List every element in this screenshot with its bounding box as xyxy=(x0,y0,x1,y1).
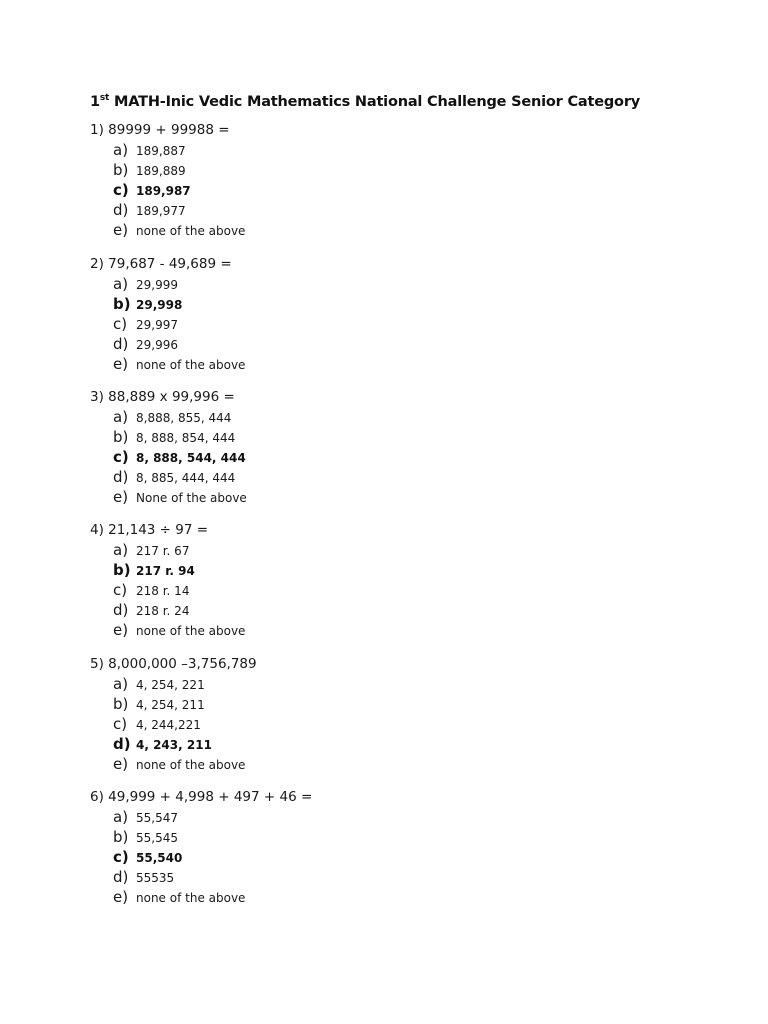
answer-options xyxy=(90,540,690,640)
option-c-correct xyxy=(90,847,690,867)
option-c xyxy=(90,580,690,600)
question-text: 2) 79,687 - 49,689 = xyxy=(90,256,232,272)
option-a xyxy=(90,540,690,560)
document-title xyxy=(90,94,640,110)
question-4 xyxy=(90,520,690,640)
question-text: 4) 21,143 ÷ 97 = xyxy=(90,522,209,538)
option-letter: b) xyxy=(113,428,129,446)
option-value: 8, 888, 544, 444 xyxy=(136,451,246,465)
option-letter: a) xyxy=(113,141,129,159)
option-letter: e) xyxy=(113,221,129,239)
title-prefix: 1 xyxy=(90,94,100,110)
option-d xyxy=(90,467,690,487)
option-d xyxy=(90,334,690,354)
option-letter: a) xyxy=(113,408,129,426)
option-letter: d) xyxy=(113,335,129,353)
option-value: 55535 xyxy=(136,871,175,885)
option-letter: b) xyxy=(113,695,129,713)
option-letter: e) xyxy=(113,755,129,773)
option-e xyxy=(90,220,690,240)
option-c-correct xyxy=(90,447,690,467)
option-value: 29,999 xyxy=(136,278,178,292)
option-value: 4, 243, 211 xyxy=(136,738,212,752)
title-superscript: st xyxy=(99,93,110,103)
option-e xyxy=(90,487,690,507)
option-value: none of the above xyxy=(136,358,246,372)
option-value: 55,540 xyxy=(136,851,183,865)
question-1 xyxy=(90,120,690,240)
option-value: 189,977 xyxy=(136,204,186,218)
option-letter: c) xyxy=(113,181,129,199)
option-value: 189,887 xyxy=(136,144,186,158)
option-d xyxy=(90,600,690,620)
option-a xyxy=(90,140,690,160)
question-2 xyxy=(90,254,690,374)
option-value: 189,889 xyxy=(136,164,186,178)
option-letter: c) xyxy=(113,315,128,333)
option-letter: b) xyxy=(113,828,129,846)
option-value: none of the above xyxy=(136,758,246,772)
option-letter: c) xyxy=(113,848,129,866)
option-value: 218 r. 14 xyxy=(136,584,190,598)
option-letter: d) xyxy=(113,201,129,219)
option-value: 4, 244,221 xyxy=(136,718,201,732)
answer-options xyxy=(90,674,690,774)
option-letter: e) xyxy=(113,621,129,639)
option-letter: a) xyxy=(113,675,129,693)
option-value: None of the above xyxy=(136,491,247,505)
option-letter: d) xyxy=(113,601,129,619)
question-3 xyxy=(90,387,690,507)
option-letter: c) xyxy=(113,581,128,599)
option-value: 4, 254, 221 xyxy=(136,678,205,692)
answer-options xyxy=(90,407,690,507)
question-6 xyxy=(90,787,690,907)
option-e xyxy=(90,620,690,640)
option-c xyxy=(90,314,690,334)
option-c xyxy=(90,714,690,734)
option-letter: e) xyxy=(113,888,129,906)
option-a xyxy=(90,674,690,694)
option-letter: b) xyxy=(113,561,131,579)
title-text: MATH-Inic Vedic Mathematics National Challenge Senior Category xyxy=(109,94,641,110)
option-value: 217 r. 94 xyxy=(136,564,195,578)
option-letter: d) xyxy=(113,468,129,486)
option-d-correct xyxy=(90,734,690,754)
option-e xyxy=(90,354,690,374)
option-value: none of the above xyxy=(136,891,246,905)
option-letter: c) xyxy=(113,448,129,466)
option-letter: b) xyxy=(113,295,131,313)
option-letter: d) xyxy=(113,735,131,753)
option-value: none of the above xyxy=(136,224,246,238)
option-value: 55,545 xyxy=(136,831,178,845)
option-letter: e) xyxy=(113,488,129,506)
option-letter: a) xyxy=(113,541,129,559)
option-value: 4, 254, 211 xyxy=(136,698,205,712)
option-b-correct xyxy=(90,294,690,314)
option-b xyxy=(90,827,690,847)
option-value: 55,547 xyxy=(136,811,178,825)
option-b xyxy=(90,427,690,447)
option-value: 218 r. 24 xyxy=(136,604,190,618)
option-value: 29,997 xyxy=(136,318,178,332)
option-a xyxy=(90,807,690,827)
option-value: 8, 885, 444, 444 xyxy=(136,471,236,485)
question-text: 1) 89999 + 99988 = xyxy=(90,122,230,138)
question-text: 6) 49,999 + 4,998 + 497 + 46 = xyxy=(90,789,313,805)
option-e xyxy=(90,754,690,774)
answer-options xyxy=(90,274,690,374)
option-letter: c) xyxy=(113,715,128,733)
question-5 xyxy=(90,654,690,774)
option-value: 29,996 xyxy=(136,338,178,352)
option-a xyxy=(90,274,690,294)
option-b xyxy=(90,160,690,180)
question-text: 5) 8,000,000 –3,756,789 xyxy=(90,656,257,672)
option-b xyxy=(90,694,690,714)
option-letter: b) xyxy=(113,161,129,179)
answer-options xyxy=(90,140,690,240)
option-letter: a) xyxy=(113,275,129,293)
option-b-correct xyxy=(90,560,690,580)
answer-options xyxy=(90,807,690,907)
option-d xyxy=(90,867,690,887)
option-letter: a) xyxy=(113,808,129,826)
option-value: 8, 888, 854, 444 xyxy=(136,431,236,445)
option-letter: e) xyxy=(113,355,129,373)
option-value: 29,998 xyxy=(136,298,183,312)
option-a xyxy=(90,407,690,427)
option-e xyxy=(90,887,690,907)
option-value: 8,888, 855, 444 xyxy=(136,411,232,425)
option-value: 189,987 xyxy=(136,184,191,198)
option-letter: d) xyxy=(113,868,129,886)
question-text: 3) 88,889 x 99,996 = xyxy=(90,389,235,405)
option-d xyxy=(90,200,690,220)
option-value: 217 r. 67 xyxy=(136,544,190,558)
option-value: none of the above xyxy=(136,624,246,638)
option-c-correct xyxy=(90,180,690,200)
